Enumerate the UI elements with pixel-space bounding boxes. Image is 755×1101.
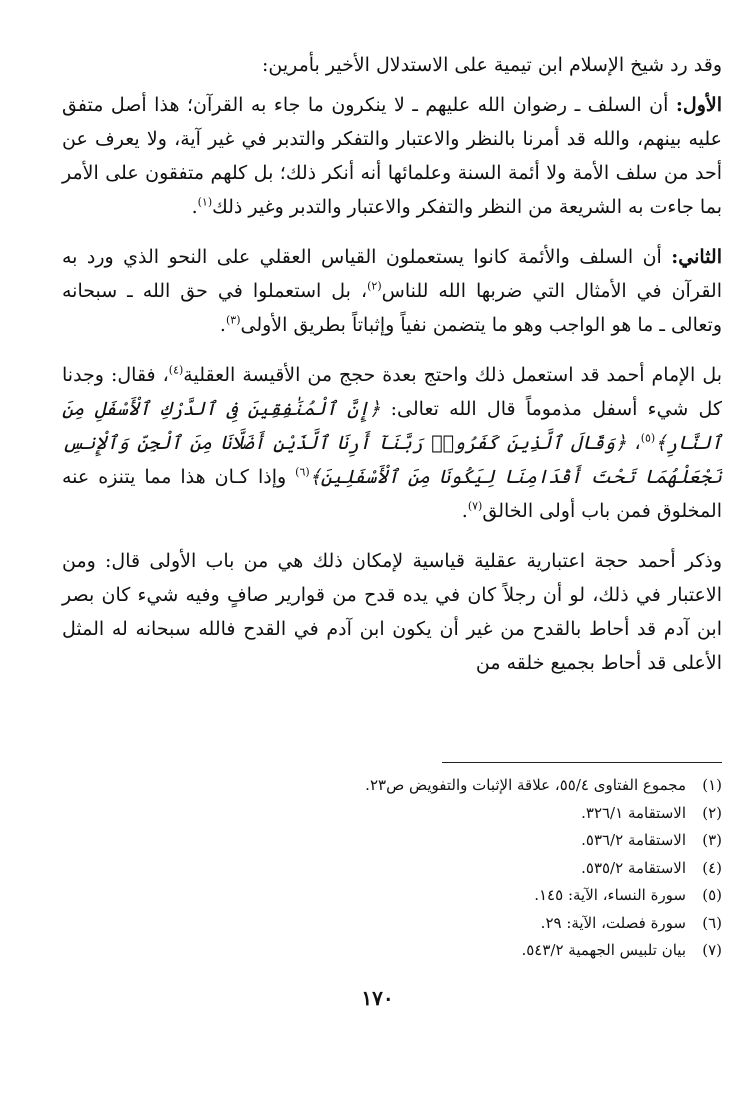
first-term: الأول:: [675, 94, 722, 116]
second-text-2: ، بل استعملوا في حق الله ـ سبحانه وتعالى ـ ما هو الواجب وهو ما يتضمن نفياً وإثباتاً بطريق الأولى: [62, 280, 722, 336]
quran-verse-2: ﴿وَقَالَ ٱلَّذِينَ كَفَرُوا۟ رَبَّنَآ أَرِنَا ٱلَّذَيْنِ أَضَلَّانَا مِنَ ٱلْجِنِّ وَٱلْإِنسِ نَجْعَلْهُمَا تَحْتَ أَقْدَامِنَا لِيَكُونَا مِنَ ٱلْأَسْفَلِينَ﴾: [62, 432, 722, 488]
footnote-ref-4[interactable]: (٤): [168, 363, 184, 377]
paragraph-third: [62, 358, 722, 528]
third-text-2: ، فقال: وجدنا كل شيء أسفل مذموماً قال الله تعالى:: [62, 364, 722, 420]
footnote-ref-6[interactable]: (٦): [295, 465, 310, 479]
footnote-number: (٢): [702, 803, 722, 822]
footnote-ref-7[interactable]: (٧): [467, 499, 483, 513]
footnote-number: (١): [702, 776, 722, 794]
footnotes-list: [162, 772, 722, 965]
footnote-text: الاستقامة ٥٣٦/٢.: [581, 831, 686, 849]
third-text-1: بل الإمام أحمد قد استعمل ذلك واحتج بعدة حجج من الأقيسة العقلية: [183, 364, 722, 386]
intro-line: وقد رد شيخ الإسلام ابن تيمية على الاستدلال الأخير بأمرين:: [261, 54, 722, 76]
footnote-item: [162, 772, 722, 800]
footnote-number: (٦): [702, 913, 722, 932]
footnote-item: [162, 855, 722, 883]
footnote-item: [162, 827, 722, 855]
first-text: أن السلف ـ رضوان الله عليهم ـ لا ينكرون ما جاء به القرآن؛ هذا أصل متفق عليه بينهم، والله قد أمرنا بالنظر والاعتبار والتفكر والتدبر في غير آية، ولا يعرف عن أحد من سلف الأمة ولا أئمة السنة وعلمائها أنه أنكر ذلك؛ بل كلهم متفقون على الأمر بما جاءت به الشريعة من النظر والتفكر والاعتبار والتدبر وغير ذلك: [62, 94, 722, 218]
third-text-4: وإذا كـان هذا مما يتنزه عنه المخلوق فمن باب أولى الخالق: [62, 466, 722, 522]
third-end: .: [461, 500, 468, 522]
paragraph-second: [62, 240, 722, 342]
footnote-text: بيان تلبيس الجهمية ٥٤٣/٢.: [521, 941, 686, 959]
first-end: .: [191, 196, 198, 218]
second-term: الثاني:: [671, 246, 722, 268]
footnote-number: (٥): [702, 886, 722, 904]
footnote-text: الاستقامة ٣٢٦/١.: [581, 803, 686, 822]
footnote-item: [162, 937, 722, 965]
footnote-number: (٣): [702, 831, 722, 849]
footnote-item: [162, 800, 722, 828]
footnote-text: مجموع الفتاوى ٥٥/٤، علاقة الإثبات والتفويض ص٢٣.: [365, 776, 686, 794]
footnote-text: سورة فصلت، الآية: ٢٩.: [540, 913, 686, 932]
footnote-ref-1[interactable]: (١): [197, 195, 213, 209]
footnote-divider: [442, 762, 722, 763]
footnote-text: سورة النساء، الآية: ١٤٥.: [534, 886, 686, 904]
footnote-number: (٤): [702, 858, 722, 877]
footnote-item: [162, 882, 722, 910]
page-number: ١٧٠: [361, 986, 394, 1010]
second-end: .: [219, 314, 226, 336]
footnote-item: [162, 910, 722, 938]
second-text-1: أن السلف والأئمة كانوا يستعملون القياس العقلي على النحو الذي ورد به القرآن في الأمثال التي ضربها الله للناس: [62, 246, 723, 302]
footnote-text: الاستقامة ٥٣٥/٢.: [581, 858, 686, 877]
quran-verse-1: ﴿إِنَّ ٱلْمُنَٰفِقِينَ فِى ٱلدَّرْكِ ٱلْأَسْفَلِ مِنَ ٱلنَّارِ﴾: [62, 398, 722, 454]
third-text-3: ،: [626, 432, 641, 454]
footnote-ref-2[interactable]: (٢): [367, 279, 382, 293]
page-body: [62, 48, 722, 696]
footnote-ref-3[interactable]: (٣): [225, 313, 241, 327]
footnote-ref-5[interactable]: (٥): [640, 431, 656, 445]
paragraph-first: [62, 88, 722, 224]
paragraph-fourth: وذكر أحمد حجة اعتبارية عقلية قياسية لإمكان ذلك هي من باب الأولى قال: ومن الاعتبار في ذلك، لو أن رجلاً كان في يده قدح من قوارير صافٍ وفيه شيء كان بصر ابن آدم قد أحاط بالقدح من غير أن يكون ابن آدم في القدح فالله سبحانه له المثل الأعلى قد أحاط بجميع خلقه من: [62, 550, 722, 674]
footnote-number: (٧): [702, 941, 722, 959]
